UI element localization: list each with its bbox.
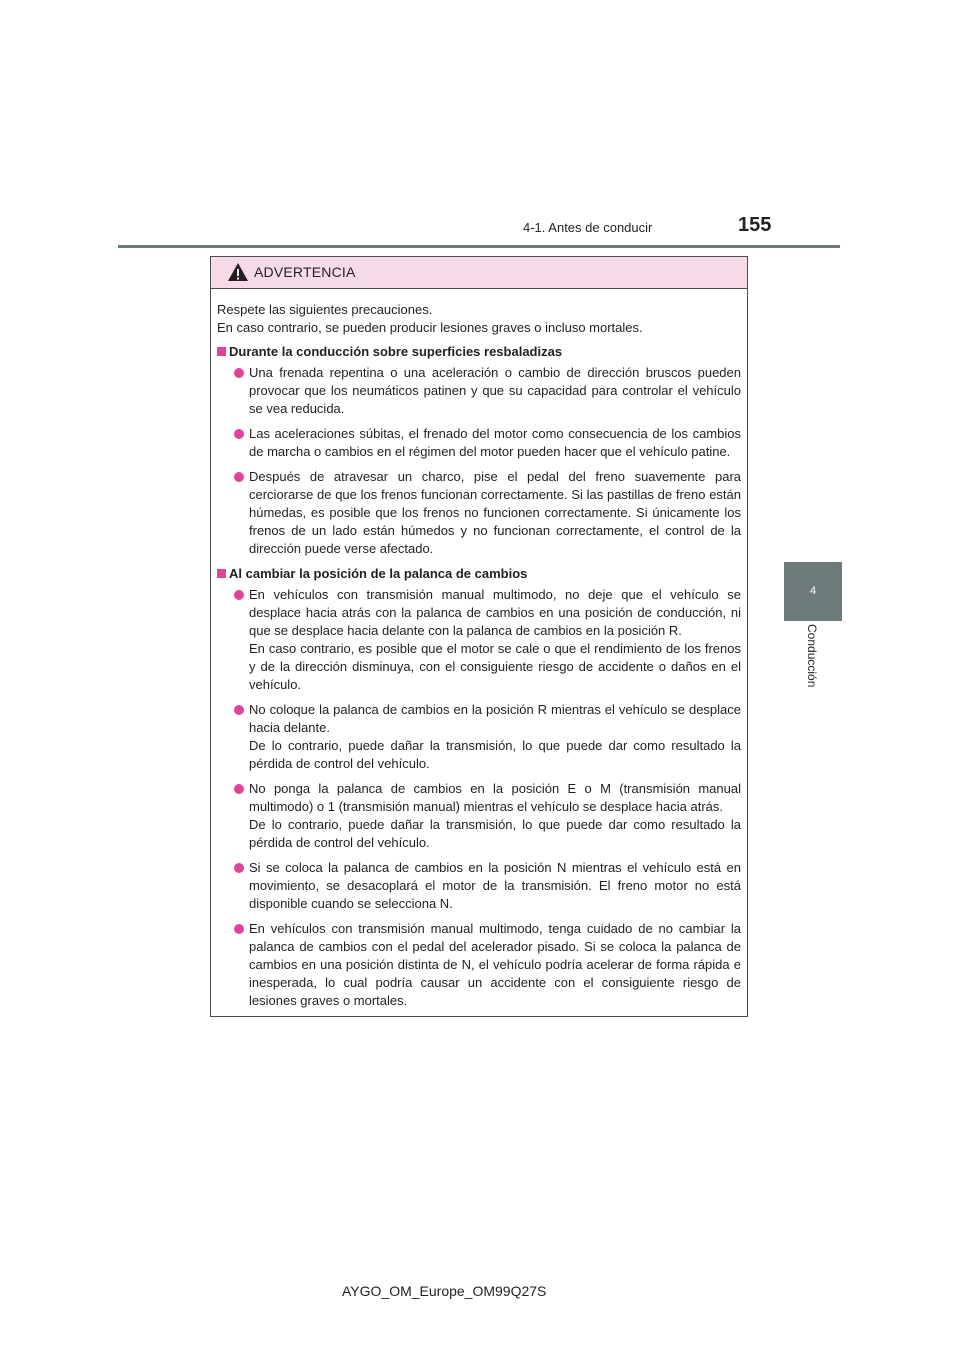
bullet-text: En vehículos con transmisión manual multimodo, tenga cuidado de no cambiar la palanca de cambios con el pedal del acelerador pisado. Si se coloca la palanca de cambios en una posición distinta de N, el vehículo podría acelerar de forma rápida e inesperada, lo cual podría causar un accidente con el consiguiente riesgo de lesiones graves o mortales. xyxy=(249,921,741,1008)
warning-section xyxy=(217,565,741,1010)
bullet-text: De lo contrario, puede dañar la transmisión, lo que puede dar como resultado la pérdida de control del vehículo. xyxy=(249,738,741,771)
chapter-number: 4 xyxy=(809,585,817,597)
list-item xyxy=(217,425,741,461)
square-bullet-icon xyxy=(217,347,226,356)
warning-box xyxy=(210,256,748,1017)
circle-bullet-icon xyxy=(234,368,244,378)
intro-line: En caso contrario, se pueden producir lesiones graves o incluso mortales. xyxy=(217,320,643,335)
bullet-text: Una frenada repentina o una aceleración o cambio de dirección bruscos pueden provocar que los neumáticos patinen y que su capacidad para controlar el vehículo se vea reducida. xyxy=(249,365,741,416)
bullet-text: En vehículos con transmisión manual multimodo, no deje que el vehículo se desplace hacia atrás con la palanca de cambios en una posición de conducción, ni que se desplace hacia delante con la palanca de cambios en la posición R. xyxy=(249,587,741,638)
section-heading xyxy=(217,343,741,361)
circle-bullet-icon xyxy=(234,924,244,934)
bullet-text: De lo contrario, puede dañar la transmisión, lo que puede dar como resultado la pérdida de control del vehículo. xyxy=(249,817,741,850)
list-item xyxy=(217,920,741,1010)
circle-bullet-icon xyxy=(234,863,244,873)
circle-bullet-icon xyxy=(234,429,244,439)
warning-triangle-icon xyxy=(227,262,249,282)
list-item xyxy=(217,468,741,558)
warning-body xyxy=(211,289,747,1010)
section-title: 4-1. Antes de conducir xyxy=(523,220,653,235)
circle-bullet-icon xyxy=(234,472,244,482)
page-number: 155 xyxy=(738,214,772,236)
chapter-label: Conducción xyxy=(805,624,819,688)
intro-line: Respete las siguientes precauciones. xyxy=(217,302,433,317)
circle-bullet-icon xyxy=(234,705,244,715)
warning-header xyxy=(211,257,747,289)
list-item xyxy=(217,701,741,773)
warning-title: ADVERTENCIA xyxy=(254,264,356,280)
list-item xyxy=(217,586,741,694)
bullet-text: No ponga la palanca de cambios en la posición E o M (transmisión manual multimodo) o 1 (transmisión manual) mientras el vehículo se desplace hacia atrás. xyxy=(249,781,741,814)
circle-bullet-icon xyxy=(234,590,244,600)
document-code: AYGO_OM_Europe_OM99Q27S xyxy=(342,1283,547,1299)
bullet-text: Las aceleraciones súbitas, el frenado del motor como consecuencia de los cambios de marcha o cambios en el régimen del motor pueden hacer que el vehículo patine. xyxy=(249,426,741,459)
bullet-text: Si se coloca la palanca de cambios en la posición N mientras el vehículo está en movimiento, se desacoplará el motor de la transmisión. El freno motor no está disponible cuando se selecciona N. xyxy=(249,860,741,911)
list-item xyxy=(217,859,741,913)
header-divider xyxy=(118,245,840,248)
list-item xyxy=(217,364,741,418)
list-item xyxy=(217,780,741,852)
warning-intro xyxy=(217,301,741,337)
square-bullet-icon xyxy=(217,569,226,578)
section-heading-text: Al cambiar la posición de la palanca de cambios xyxy=(229,566,528,581)
bullet-text: Después de atravesar un charco, pise el pedal del freno suavemente para cerciorarse de que los frenos funcionan correctamente. Si las pastillas de freno están húmedas, es posible que los frenos no funcionen correctamente. Si únicamente los frenos de un lado están húmedos y no funcionan correctamente, el control de la dirección puede verse afectado. xyxy=(249,469,741,556)
warning-sections xyxy=(217,343,741,1010)
bullet-text: En caso contrario, es posible que el motor se cale o que el rendimiento de los frenos y de la dirección disminuya, con el consiguiente riesgo de accidente o daños en el vehículo. xyxy=(249,641,741,692)
chapter-tab xyxy=(784,562,842,621)
warning-section xyxy=(217,343,741,558)
circle-bullet-icon xyxy=(234,784,244,794)
section-heading xyxy=(217,565,741,583)
section-heading-text: Durante la conducción sobre superficies resbaladizas xyxy=(229,344,563,359)
bullet-text: No coloque la palanca de cambios en la posición R mientras el vehículo se desplace hacia delante. xyxy=(249,702,741,735)
